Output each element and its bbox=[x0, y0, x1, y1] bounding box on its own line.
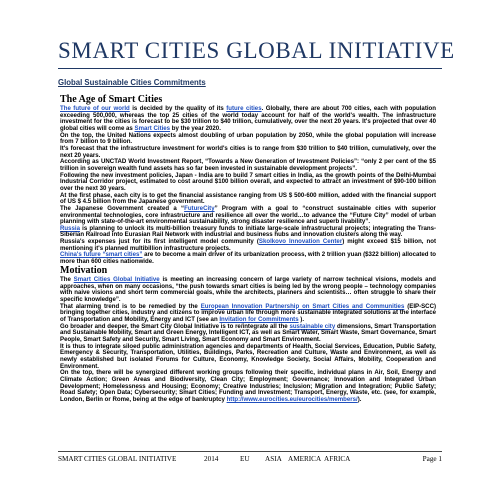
footer-africa: AFRICA bbox=[324, 455, 351, 463]
future-cities-link[interactable]: future cities bbox=[226, 105, 262, 112]
russia-link[interactable]: Russia bbox=[60, 224, 80, 232]
paragraph bbox=[60, 106, 436, 133]
text: by the year 2020. bbox=[170, 124, 221, 132]
paragraph: It's forecast that the infrastructure investment for world's cities is to range from $30 trillion to $40 trillion, cumulatively, over the next 20 years. bbox=[60, 144, 436, 159]
footer-america: AMERICA bbox=[288, 455, 322, 463]
text: are to become a main driver of its urbanization process, with 2 trillion yuan ($322 billion) allocated to more than 600 cities nationwide. bbox=[60, 251, 436, 266]
text: is decided by the quality of its bbox=[129, 105, 227, 112]
paragraph bbox=[60, 226, 436, 239]
text: ). bbox=[298, 315, 305, 323]
section-heading-motivation: Motivation bbox=[60, 265, 108, 276]
paragraph bbox=[60, 239, 436, 252]
paragraph: Following the new investment policies, Japan - India are to build 7 smart cities in India, as the growth points of the Delhi-Mumbai Industrial Corridor project, estimated to cost around $100 billion overall, and expected to attract an investment of $90-100 billion over the next 30 years. bbox=[60, 171, 436, 192]
section-motivation-body bbox=[60, 277, 436, 403]
futurecity-link[interactable]: FutureCity bbox=[184, 204, 215, 212]
text: Go broader and deeper, the Smart City Global Initiative is to re/integrate all the bbox=[60, 322, 290, 330]
paragraph bbox=[60, 206, 436, 226]
eip-scc-link[interactable]: European Innovation Partnership on Smart Cities and Communities bbox=[200, 302, 405, 310]
footer-year: 2014 bbox=[204, 455, 219, 463]
future-of-world-link[interactable]: The future of our world bbox=[60, 105, 130, 112]
text: The bbox=[60, 276, 74, 283]
document-title: SMART CITIES GLOBAL INITIATIVE bbox=[58, 38, 455, 63]
footer-rule bbox=[58, 451, 442, 452]
text: On the top, there will be synergized different working groups following their specific, individual plans in Air, Soil, Energy and Climate Action; Green Areas and Biodiversity, Clean City; Employment; Governance; Innovation and Integrated Urban Development; Homelessness and Housing; Economy; Creative Industries; Inclusion; Migration and Integration; Public Safety; Road Safety; Open Data; Cybersecurity; Smart Cities; Funding and Investment; Transport, Energy, Waste, etc. (see, for example, London, Berlin or Rome, being at the edge of bankruptcy bbox=[60, 369, 436, 403]
paragraph: On the top, the United Nations expects almost doubling of urban population by 2050, while the global population will increase from 7 billion to 9 billion. bbox=[60, 131, 436, 146]
invitation-commitments-link[interactable]: Invitation for Commitments bbox=[219, 315, 299, 323]
paragraph bbox=[60, 252, 436, 265]
title-rule bbox=[58, 68, 442, 69]
global-commitments-link[interactable]: Global Sustainable Cities Commitments bbox=[58, 78, 206, 87]
text: is meeting an increasing concern of large variety of narrow technical visions, models and approaches, when on many occasions, “the push towards smart cities is being led by the wrong people – technology companies with naive visions and short term commercial goals, while the architects, planners and scientists… often struggle to share their specific knowledge”. bbox=[60, 276, 436, 303]
paragraph bbox=[60, 277, 436, 304]
text: ” Program with a goal to “construct sustainable cities with superior environmental technologies, core infrastructure and resilience all over the world…to advance the “Future City” model of urban planning with state-of-the-art environmental sustainability, strong disaster resilience and superb livability”. bbox=[60, 204, 436, 226]
text: dimensions, Smart Transportation and Sustainable Mobility, Smart and Green Energy, Intelligent ICT, as well as Smart Water, Smart Waste, Smart Governance, Smart People, Smart Safety and Security, Smart Living, Smart Economy and Smart Environment. bbox=[60, 322, 436, 343]
smart-cities-global-initiative-link[interactable]: Smart Cities Global Initiative bbox=[73, 276, 160, 283]
eurocities-members-link[interactable]: http://www.eurocities.eu/eurocities/members/ bbox=[226, 395, 358, 403]
text: is planning to unlock its multi-billion treasury funds to initiate large-scale infrastructural projects; integrating the Trans-Siberian Railroad into Eurasian Rail Network with industrial and business hubs and innovation clusters along the way. bbox=[60, 224, 436, 239]
text: Russia's expenses just for its first intelligent model community ( bbox=[60, 238, 259, 246]
footer-asia: ASIA bbox=[265, 455, 282, 463]
text: . Globally, there are about 700 cities, each with population exceeding 500,000, whereas the top 25 cities of the world today account for half of the world's wealth. The infrastructure investment for the cities is forecast to be $30 trillion to $40 trillion, cumulatively, over the next 20 years. It's projected that over 40 global cities will come as bbox=[60, 105, 436, 132]
text: ). bbox=[357, 395, 362, 403]
sustainable-city-link[interactable]: sustainable city bbox=[289, 322, 336, 330]
paragraph bbox=[60, 324, 436, 344]
paragraph bbox=[60, 304, 436, 324]
paragraph: It is thus to integrate siloed public administration agencies and departments of Health, Social Services, Education, Public Safety, Emergency & Security, Transportation, Utilities, Buildings, Parks, Recreation and Culture, Waste and Environment, as well as newly established but isolated Forums for Culture, Economy, Knowledge Society, Social Affairs, Mobility, Cooperation and Environment. bbox=[60, 342, 436, 370]
text: (EIP-SCC) bringing together cities, industry and citizens to improve urban life through more sustainable integrated solutions at the interface of Transportation and Mobility, Energy and ICT (see an bbox=[60, 302, 436, 323]
paragraph bbox=[60, 370, 436, 403]
footer-title: SMART CITIES GLOBAL INITIATIVE bbox=[58, 455, 177, 463]
section-age-body bbox=[60, 106, 436, 266]
text: ) might exceed $15 billion, not mentioning it's planned multibillion infrastructure projects. bbox=[60, 238, 437, 252]
skolkovo-link[interactable]: Skolkovo Innovation Center bbox=[258, 238, 343, 246]
section-heading-age: The Age of Smart Cities bbox=[60, 94, 163, 105]
china-smart-cities-link[interactable]: China's future “smart cities” bbox=[60, 251, 143, 259]
footer-eu: EU bbox=[240, 455, 250, 463]
paragraph: According as UNCTAD World Investment Report, “Towards a New Generation of Investment Policies”: “only 2 per cent of the $5 trillion in sovereign wealth fund assets has so far been invested in sustainable development projects”. bbox=[60, 158, 436, 172]
smart-cities-link[interactable]: Smart Cities bbox=[134, 124, 171, 132]
footer-page-number: Page 1 bbox=[422, 455, 442, 463]
text: The Japanese Government created a “ bbox=[60, 204, 185, 212]
text: That alarming trend is to be remedied by the bbox=[60, 302, 201, 310]
paragraph: At the first phase, each city is to get the financial assistance ranging from US $ 500-600 million, added with the financial support of US $ 4.5 billion from the Japanese government. bbox=[60, 191, 436, 206]
